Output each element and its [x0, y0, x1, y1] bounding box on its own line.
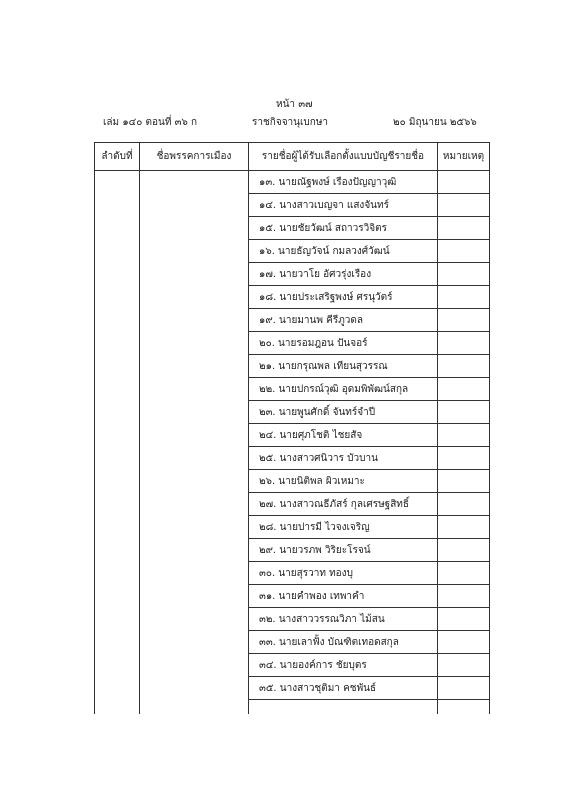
- remark-cell: [438, 562, 490, 585]
- gazette-name: ราชกิจจานุเบกษา: [252, 117, 329, 128]
- elected-member-name: ๑๓. นายณัฐพงษ์ เรืองปัญญาวุฒิ: [249, 171, 438, 194]
- remark-cell: [438, 677, 490, 700]
- elected-member-name: ๓๐. นายสุรวาท ทองบุ: [249, 562, 438, 585]
- elected-member-name: ๒๕. นางสาวศนิวาร บัวบาน: [249, 447, 438, 470]
- party-name-cell: [140, 171, 249, 715]
- remark-cell: [438, 332, 490, 355]
- remark-cell: [438, 631, 490, 654]
- elected-member-name: ๑๘. นายประเสริฐพงษ์ ศรนุวัตร์: [249, 286, 438, 309]
- elected-member-name: ๒๖. นายนิติพล ผิวเหมาะ: [249, 470, 438, 493]
- elected-member-name: ๓๒. นางสาววรรณวิภา ไม้สน: [249, 608, 438, 631]
- elected-member-name: ๒๗. นางสาวณธีภัสร์ กุลเศรษฐสิทธิ์: [249, 493, 438, 516]
- elected-member-name: ๑๗. นายวาโย อัศวรุ่งเรือง: [249, 263, 438, 286]
- remark-cell: [438, 493, 490, 516]
- elected-member-name: ๒๙. นายวรภพ วิริยะโรจน์: [249, 539, 438, 562]
- remark-cell: [438, 447, 490, 470]
- elected-member-name: ๑๔. นางสาวเบญจา แสงจันทร์: [249, 194, 438, 217]
- order-number-cell: [95, 171, 140, 715]
- elected-member-name: ๓๔. นายองค์การ ชัยบุตร: [249, 654, 438, 677]
- column-header-names: รายชื่อผู้ได้รับเลือกตั้งแบบบัญชีรายชื่อ: [249, 143, 438, 171]
- remark-cell: [438, 194, 490, 217]
- column-header-party: ชื่อพรรคการเมือง: [140, 143, 249, 171]
- remark-cell: [438, 608, 490, 631]
- remark-cell: [438, 378, 490, 401]
- elected-member-name: ๒๐. นายรอมฎอน ปันจอร์: [249, 332, 438, 355]
- elected-member-name: ๒๑. นายกรุณพล เทียนสุวรรณ: [249, 355, 438, 378]
- table-header-row: [95, 143, 490, 171]
- elected-member-name: ๑๕. นายชัยวัฒน์ สถาวรวิจิตร: [249, 217, 438, 240]
- elected-member-name: ๑๙. นายมานพ คีรีภูวดล: [249, 309, 438, 332]
- remark-cell: [438, 240, 490, 263]
- elected-member-name: ๑๖. นายธัญวัจน์ กมลวงศ์วัฒน์: [249, 240, 438, 263]
- tail-remark-cell: [438, 700, 490, 715]
- remark-cell: [438, 424, 490, 447]
- remark-cell: [438, 286, 490, 309]
- elected-member-name: ๒๒. นายปกรณ์วุฒิ อุดมพิพัฒน์สกุล: [249, 378, 438, 401]
- remark-cell: [438, 470, 490, 493]
- elected-member-name: ๓๕. นางสาวชุติมา คชพันธ์: [249, 677, 438, 700]
- volume-issue: เล่ม ๑๔๐ ตอนที่ ๓๖ ก: [103, 117, 198, 128]
- remark-cell: [438, 539, 490, 562]
- tail-names-cell: [249, 700, 438, 715]
- remark-cell: [438, 355, 490, 378]
- remark-cell: [438, 217, 490, 240]
- table-body: [95, 171, 490, 715]
- publication-date: ๒๐ มิถุนายน ๒๕๖๖: [393, 117, 477, 128]
- remark-cell: [438, 654, 490, 677]
- column-header-remark: หมายเหตุ: [438, 143, 490, 171]
- elected-member-name: ๒๓. นายพูนศักดิ์ จันทร์จำปี: [249, 401, 438, 424]
- remark-cell: [438, 585, 490, 608]
- column-header-order: ลำดับที่: [95, 143, 140, 171]
- table-row: [95, 171, 490, 194]
- elected-member-name: ๓๑. นายคำพอง เทพาคำ: [249, 585, 438, 608]
- elected-member-name: ๒๘. นายปารมี ไวจงเจริญ: [249, 516, 438, 539]
- remark-cell: [438, 171, 490, 194]
- page-number: หน้า ๓๗: [276, 99, 313, 110]
- remark-cell: [438, 309, 490, 332]
- elected-member-name: ๒๔. นายศุภโชติ ไชยสัจ: [249, 424, 438, 447]
- elected-members-table: [94, 142, 490, 714]
- elected-member-name: ๓๓. นายเลาฟั้ง บัณฑิตเทอดสกุล: [249, 631, 438, 654]
- remark-cell: [438, 263, 490, 286]
- remark-cell: [438, 401, 490, 424]
- remark-cell: [438, 516, 490, 539]
